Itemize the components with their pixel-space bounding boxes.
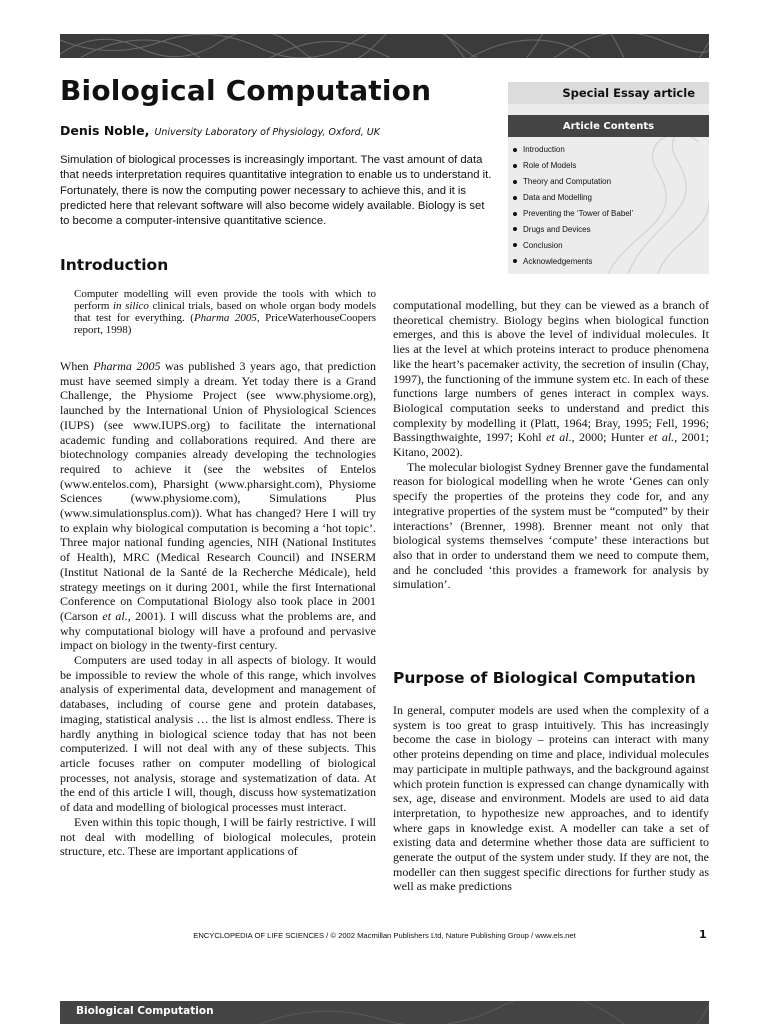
article-contents-heading: Article Contents — [508, 115, 709, 137]
paragraph: computational modelling, but they can be viewed as a branch of theoretical chemistry. Biology begins when biological function emerges, and this is above the level of individual molecules. It lies at the level at which proteins interact to produce phenomena like the heart’s pacemaker activity, the secretion of insulin (Chay, 1997), the functioning of the immune system etc. In each of these functions large numbers of genes interact in complex ways. Biological computation seeks to understand and predict this complexity by modelling it (Platt, 1964; Bray, 1995; Fell, 1996; Bassingthwaighte, 1997; Kohl et al., 2000; Hunter et al., 2001; Kitano, 2002). — [393, 298, 710, 460]
bullet-icon — [513, 243, 517, 247]
toc-item-acknowledgements[interactable]: Acknowledgements — [508, 253, 633, 269]
author-affiliation: University Laboratory of Physiology, Oxford, UK — [154, 127, 380, 138]
bullet-icon — [513, 259, 517, 263]
toc-item-drugs-and-devices[interactable]: Drugs and Devices — [508, 221, 633, 237]
toc-item-introduction[interactable]: Introduction — [508, 142, 633, 158]
special-essay-label: Special Essay article — [508, 82, 709, 104]
purpose-heading: Purpose of Biological Computation — [393, 669, 696, 687]
paragraph: The molecular biologist Sydney Brenner gave the fundamental reason for biological modelling when he wrote ‘Genes can only specify the properties of the proteins they code for, and any integrative properties of the system must be “computed” by their interactions’ (Brenner, 1998). Brenner meant not only that biological systems themselves ‘compute’ these interactions but also that in order to understand them we need to compute them, and he concluded ‘this provides a framework for analysis by simulation’. — [393, 459, 709, 592]
bullet-icon — [513, 196, 517, 200]
right-body-column-top — [393, 298, 709, 592]
paragraph: When Pharma 2005 was published 3 years ago, that prediction must have seemed simply a dream. Yet today there is a Grand Challenge, the Physiome Project (see www.physiome.org), launched by the International Union of Physiological Sciences (IUPS) (see www.IUPS.org) to facilitate the international academic funding and collaborations required. And there are biotechnology companies already developing the technologies required to achieve it (see the websites of Entelos (www.entelos.com), Pharsight (www.pharsight.com), Physiome Sciences (www.physiome.com), Simulations Plus (www.simulationsplus.com)). What has changed? Here I will try to explain why biological computation is becoming a ‘hot topic’. Three major national funding agencies, NIH (National Institutes of Health), MRC (Medical Research Council) and INSERM (Institut National de la Santé de la Recherche Médicale), held strategy meetings on it during 2001, while the first International Conference on Computational Biology also took place in 2001 (Carson et al., 2001). I will discuss what the problems are, and why computational biology will have a profound and pervasive impact on biology in the twenty-first century. — [60, 359, 377, 653]
toc-item-tower-of-babel[interactable]: Preventing the ‘Tower of Babel’ — [508, 206, 633, 222]
article-title: Biological Computation — [60, 74, 432, 107]
author-name: Denis Noble, — [60, 123, 150, 138]
bullet-icon — [513, 148, 517, 152]
toc-item-conclusion[interactable]: Conclusion — [508, 237, 633, 253]
paragraph: In general, computer models are used when the complexity of a system is too great to grasp intuitively. This has increasingly become the case in biology – proteins can interact with many other proteins depending on time and place, individual molecules may participate in multiple pathways, and the background against which protein function is expressed can change dynamically with sex, age, disease and environment. Models are used to aid data interpretation, to hypothesize new approaches, and to identify where gaps in knowledge exist. A modeller can take a set of existing data and determine whether those data are sufficient to generate the output of the system under study. If they are not, the modeller can then suggest specific directions for further study as well as make predictions — [393, 703, 709, 894]
page-number: 1 — [699, 928, 707, 941]
bullet-icon — [513, 227, 517, 231]
toc-item-role-of-models[interactable]: Role of Models — [508, 158, 633, 174]
left-body-column — [60, 359, 376, 859]
running-title: Biological Computation — [76, 1005, 214, 1017]
right-body-column-bottom — [393, 703, 709, 894]
article-contents-box — [508, 82, 709, 274]
bullet-icon — [513, 180, 517, 184]
author-line — [60, 120, 380, 139]
banner-swirl-pattern — [60, 34, 709, 58]
abstract: Simulation of biological processes is increasingly important. The vast amount of data that needs interpretation requires quantitative integration to enable us to understand it. Fortunately, there is now the computing power necessary to achieve this, and it is predicted here that relevant software will also become widely available. Biology is set to become a computer-intensive quantitative science. — [60, 154, 492, 228]
paragraph: Even within this topic though, I will be fairly restrictive. I will not deal with modelling of biological molecules, protein structure, etc. These are important applications of — [60, 814, 376, 859]
bullet-icon — [513, 164, 517, 168]
paragraph: Computers are used today in all aspects of biology. It would be impossible to review the whole of this range, which involves analysis of experimental data, development and management of databases, including of course gene and protein databases, imaging, statistical analysis … the list is almost endless. There is hardly anything in biological science today that has not been computerized. I will not deal with any of these subjects. This article focuses rather on computer modelling of biological processes, not analysis, storage and systematization of data. At the end of this article I will, though, discuss how systematization of data and modelling of biological processes must interact. — [60, 653, 376, 815]
epigraph-quote: Computer modelling will even provide the tools with which to perform in silico clinical trials, based on whole organ body models that test for everything. (Pharma 2005, PriceWaterhouseCoopers report, 1998) — [74, 288, 377, 337]
contents-list — [508, 142, 633, 269]
introduction-heading: Introduction — [60, 256, 169, 274]
running-title-bar — [60, 1001, 709, 1024]
footer-copyright: ENCYCLOPEDIA OF LIFE SCIENCES / © 2002 Macmillan Publishers Ltd, Nature Publishing Group / www.els.net — [193, 931, 576, 940]
top-decorative-banner — [60, 34, 709, 58]
bullet-icon — [513, 212, 517, 216]
toc-item-theory-and-computation[interactable]: Theory and Computation — [508, 174, 633, 190]
toc-item-data-and-modelling[interactable]: Data and Modelling — [508, 190, 633, 206]
